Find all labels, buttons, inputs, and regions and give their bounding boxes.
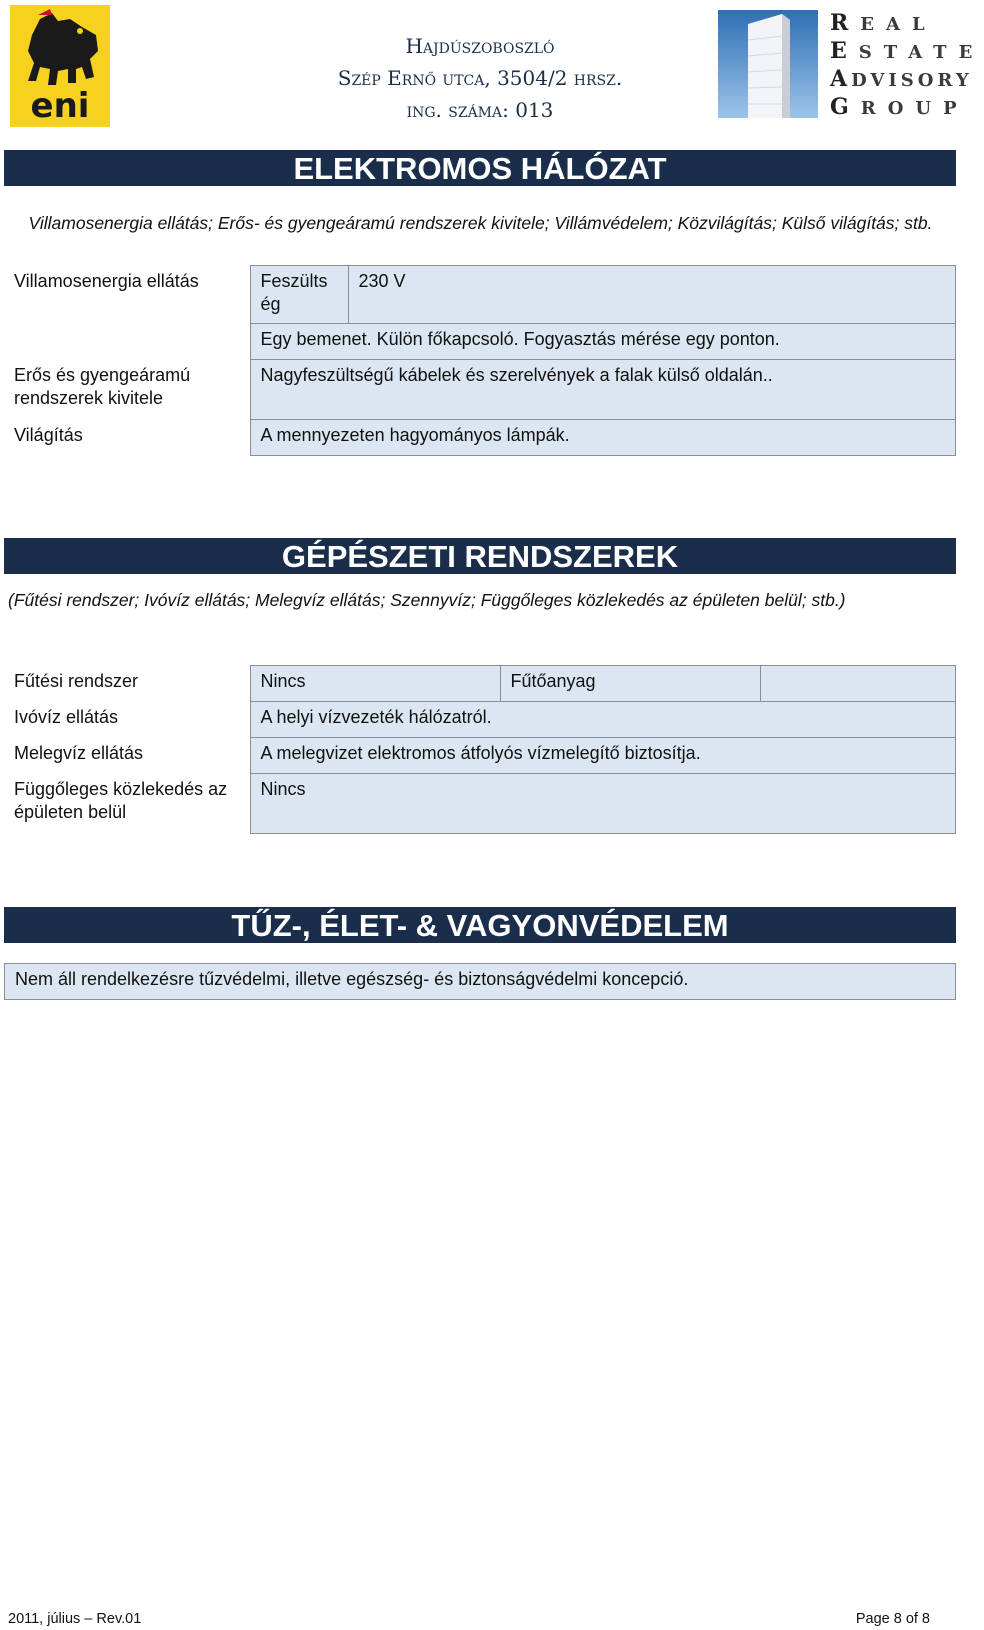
- logo-word-group: GROUP: [830, 94, 969, 120]
- mechanical-section-title: GÉPÉSZETI RENDSZEREK: [4, 538, 956, 574]
- header-address-block: [300, 30, 660, 126]
- eni-logo-text: eni: [30, 86, 90, 126]
- header-city: Hajdúszoboszló: [405, 34, 555, 58]
- footer-page-number: Page 8 of 8: [855, 1611, 930, 1627]
- table-row: [4, 774, 956, 834]
- real-estate-advisory-group-logo: [718, 10, 984, 120]
- electrical-subtitle: Villamosenergia ellátás; Erős- és gyengeáramú rendszerek kivitele; Villámvédelem; Közvilágítás; Külső világítás; stb.: [28, 213, 933, 233]
- header-property-number: ing. száma: 013: [406, 98, 554, 122]
- fire-text: Nem áll rendelkezésre tűzvédelmi, illetve egészség- és biztonságvédelmi koncepció.: [5, 964, 956, 1000]
- table-row: [4, 702, 956, 738]
- footer-date-revision: 2011, július – Rev.01: [8, 1611, 142, 1627]
- row-label-power-supply: Villamosenergia ellátás: [4, 266, 250, 360]
- header-address: Szép Ernő utca, 3504/2 hrsz.: [337, 66, 623, 90]
- row-label-current-systems: Erős és gyengeáramú rendszerek kivitele: [4, 360, 250, 420]
- row-label-vertical-transport: Függőleges közlekedés az épületen belül: [4, 774, 250, 834]
- row-label-lighting: Világítás: [4, 420, 250, 456]
- table-row: [4, 420, 956, 456]
- logo-word-estate: ESTATE: [830, 38, 984, 64]
- fire-section-title: TŰZ-, ÉLET- & VAGYONVÉDELEM: [4, 907, 956, 943]
- electrical-table: [4, 265, 956, 456]
- row-value-vertical-transport: Nincs: [250, 774, 956, 834]
- row-value-voltage: 230 V: [348, 266, 956, 324]
- row-label-heating: Fűtési rendszer: [4, 666, 250, 702]
- row-value-drinking-water: A helyi vízvezeték hálózatról.: [250, 702, 956, 738]
- mechanical-subtitle: (Fűtési rendszer; Ivóvíz ellátás; Melegvíz ellátás; Szennyvíz; Függőleges közlekedés az épületen belül; stb.): [8, 590, 846, 610]
- logo-word-advisory: ADVISORY: [830, 66, 973, 92]
- row-value-hot-water: A melegvizet elektromos átfolyós vízmelegítő biztosítja.: [250, 738, 956, 774]
- table-row: [4, 738, 956, 774]
- row-value-current-systems: Nagyfeszültségű kábelek és szerelvények a falak külső oldalán..: [250, 360, 956, 420]
- table-row: [5, 964, 956, 1000]
- table-row: [4, 266, 956, 324]
- eni-logo: [10, 5, 110, 127]
- fire-table: [4, 963, 956, 1000]
- row-label-fuel: Fűtőanyag: [500, 666, 760, 702]
- mechanical-table: [4, 665, 956, 834]
- row-value-heating: Nincs: [250, 666, 500, 702]
- row-value-fuel: [760, 666, 956, 702]
- row-value-lighting: A mennyezeten hagyományos lámpák.: [250, 420, 956, 456]
- row-label-drinking-water: Ivóvíz ellátás: [4, 702, 250, 738]
- electrical-section-title: ELEKTROMOS HÁLÓZAT: [4, 150, 956, 186]
- table-row: [4, 666, 956, 702]
- logo-word-real: REAL: [830, 10, 937, 36]
- row-value-power-note: Egy bemenet. Külön főkapcsoló. Fogyasztás mérése egy ponton.: [250, 324, 956, 360]
- row-sublabel-voltage: Feszültség: [250, 266, 348, 324]
- table-row: [4, 360, 956, 420]
- row-label-hot-water: Melegvíz ellátás: [4, 738, 250, 774]
